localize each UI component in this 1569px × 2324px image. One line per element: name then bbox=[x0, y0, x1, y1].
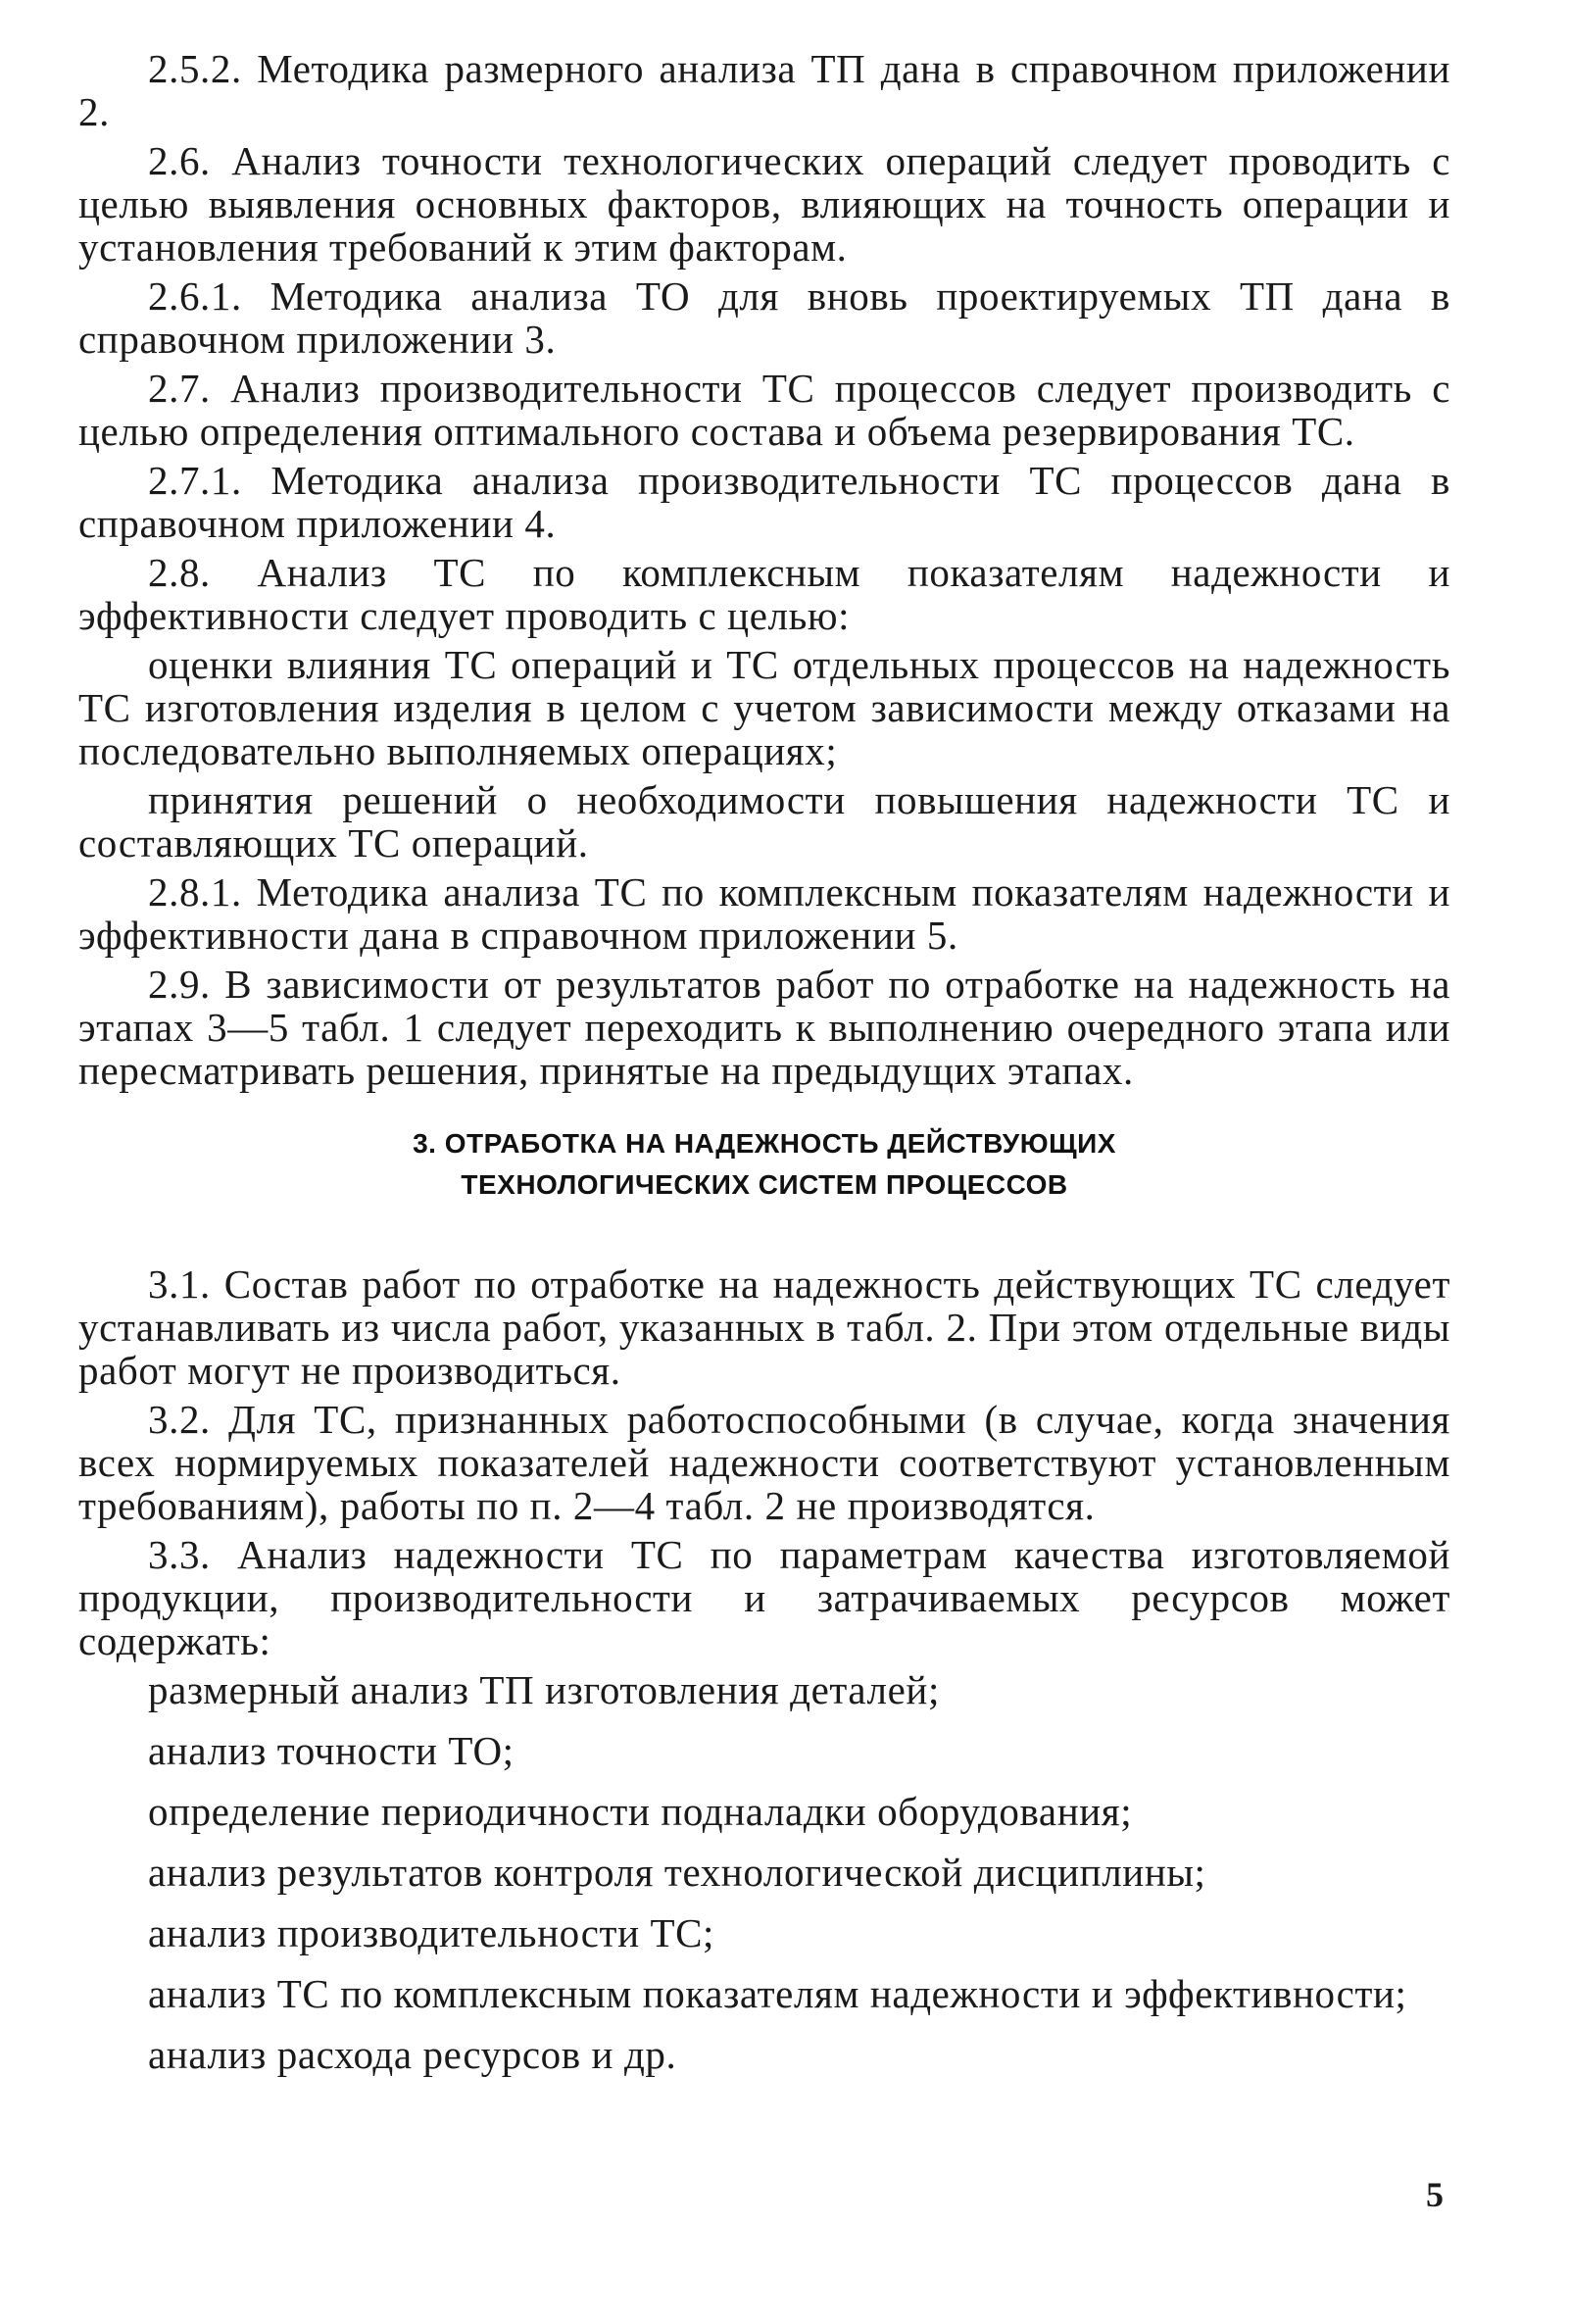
paragraph-3-2: 3.2. Для ТС, признанных работоспособными (в случае, когда значения всех нормируемых показателей надежности соответствуют установленным требованиям), работы по п. 2—4 табл. 2 не производятся. bbox=[78, 1397, 1450, 1528]
section-heading bbox=[78, 1123, 1450, 1206]
list-item: анализ расхода ресурсов и др. bbox=[148, 2032, 677, 2077]
paragraph-2-9: 2.9. В зависимости от результатов работ по отработке на надежность на этапах 3—5 табл. 1 следует переходить к выполнению очередного этапа или пересматривать решения, принятые на предыдущих этапах. bbox=[78, 962, 1450, 1093]
paragraph-3-1: 3.1. Состав работ по отработке на надежность действующих ТС следует устанавливать из числа работ, указанных в табл. 2. При этом отдельные виды работ могут не производиться. bbox=[78, 1261, 1450, 1393]
document-page bbox=[78, 47, 1450, 2094]
section-heading-line-1: 3. ОТРАБОТКА НА НАДЕЖНОСТЬ ДЕЙСТВУЮЩИХ bbox=[413, 1128, 1116, 1159]
list-item: размерный анализ ТП изготовления деталей; bbox=[148, 1667, 940, 1712]
paragraph-2-5-2: 2.5.2. Методика размерного анализа ТП дана в справочном приложении 2. bbox=[78, 46, 1450, 134]
paragraph-2-8-item-2: принятия решений о необходимости повышения надежности ТС и составляющих ТС операций. bbox=[78, 777, 1450, 865]
list-item: анализ результатов контроля технологической дисциплины; bbox=[148, 1850, 1206, 1895]
paragraph-2-6: 2.6. Анализ точности технологических операций следует проводить с целью выявления основных факторов, влияющих на точность операции и установления требований к этим факторам. bbox=[78, 138, 1450, 270]
paragraph-2-8: 2.8. Анализ ТС по комплексным показателям надежности и эффективности следует проводить с целью: bbox=[78, 550, 1450, 638]
paragraph-2-8-1: 2.8.1. Методика анализа ТС по комплексным показателям надежности и эффективности дана в справочном приложении 5. bbox=[78, 869, 1450, 958]
list-item: анализ точности ТО; bbox=[148, 1728, 515, 1773]
analysis-list bbox=[78, 1668, 1450, 2076]
list-item: анализ производительности ТС; bbox=[148, 1910, 715, 1955]
list-item: анализ ТС по комплексным показателям надежности и эффективности; bbox=[148, 1971, 1407, 2016]
paragraph-2-7: 2.7. Анализ производительности ТС процессов следует производить с целью определения оптимального состава и объема резервирования ТС. bbox=[78, 366, 1450, 454]
paragraph-2-7-1: 2.7.1. Методика анализа производительности ТС процессов дана в справочном приложении 4. bbox=[78, 458, 1450, 546]
section-heading-line-2: ТЕХНОЛОГИЧЕСКИХ СИСТЕМ ПРОЦЕССОВ bbox=[461, 1169, 1068, 1200]
list-item: определение периодичности подналадки оборудования; bbox=[148, 1789, 1133, 1834]
paragraph-2-6-1: 2.6.1. Методика анализа ТО для вновь проектируемых ТП дана в справочном приложении 3. bbox=[78, 273, 1450, 362]
paragraph-2-8-item-1: оценки влияния ТС операций и ТС отдельных процессов на надежность ТС изготовления изделия в целом с учетом зависимости между отказами на последовательно выполняемых операциях; bbox=[78, 642, 1450, 773]
paragraph-3-3: 3.3. Анализ надежности ТС по параметрам качества изготовляемой продукции, производительности и затрачиваемых ресурсов может содержать: bbox=[78, 1532, 1450, 1663]
page-number: 5 bbox=[1426, 2175, 1444, 2214]
